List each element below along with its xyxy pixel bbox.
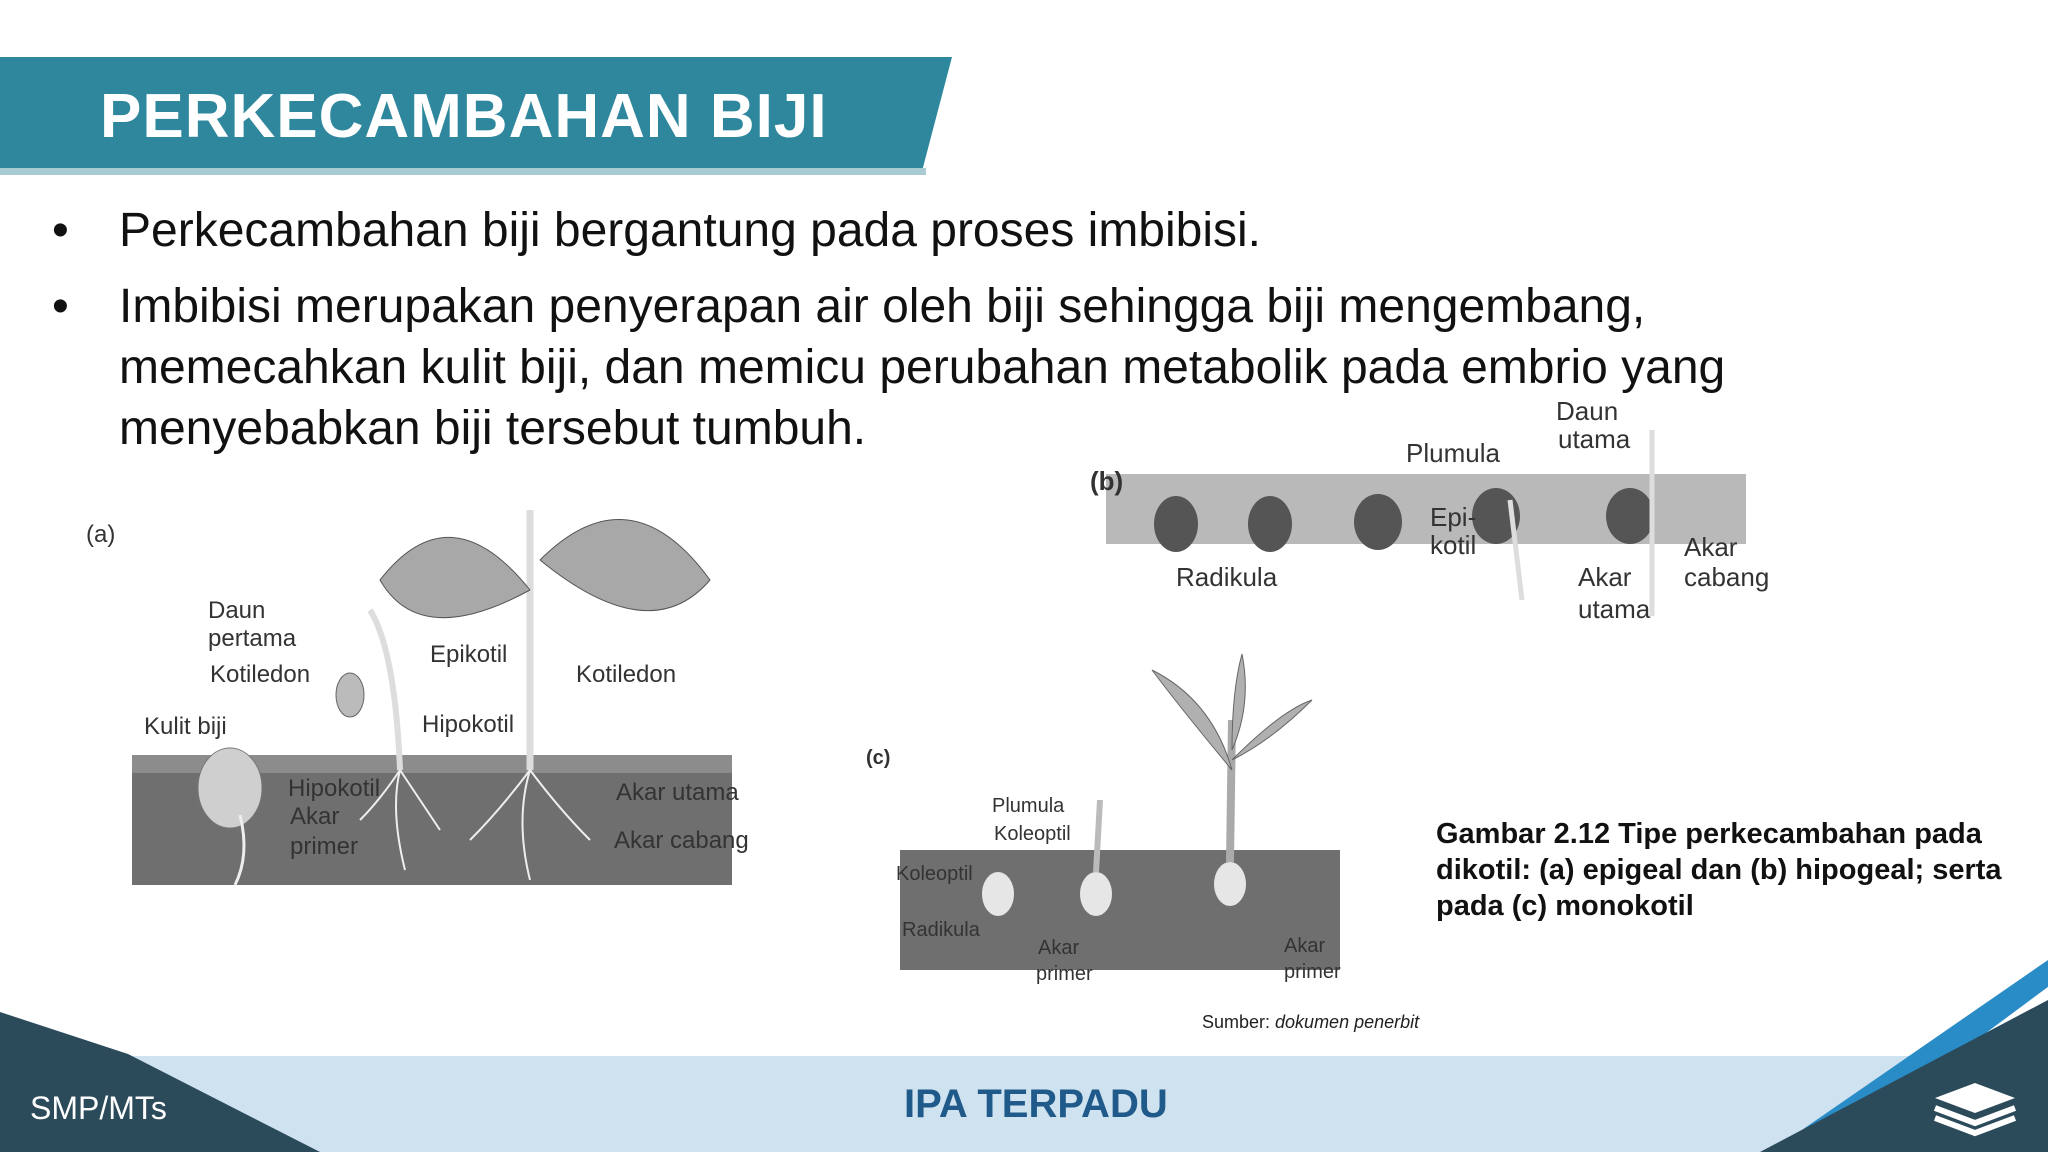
seed-coat-shape xyxy=(198,748,262,828)
label-epikotil: Epikotil xyxy=(430,641,508,668)
label-pertama: pertama xyxy=(208,625,297,652)
label-akar-c2: Akar xyxy=(1284,935,1326,957)
label-koleoptil-top: Koleoptil xyxy=(994,823,1071,845)
bullet-item xyxy=(52,200,1932,261)
label-cabang: cabang xyxy=(1684,562,1770,592)
label-akar-c1: Akar xyxy=(1038,937,1080,959)
seed-b5 xyxy=(1606,488,1654,544)
label-epi: Epi- xyxy=(1430,502,1477,532)
label-hipokotil-low: Hipokotil xyxy=(288,775,381,802)
seed-b3 xyxy=(1354,494,1402,550)
hypocotyl-stem xyxy=(370,610,400,770)
slide-title: PERKECAMBAHAN BIJI xyxy=(100,82,828,151)
label-koleoptil-left: Koleoptil xyxy=(896,863,973,885)
figure-monokotil xyxy=(860,650,1380,1010)
seed-b2 xyxy=(1248,496,1292,552)
seed-b1 xyxy=(1154,496,1198,552)
label-daun: Daun xyxy=(208,597,266,624)
bullet-text: Imbibisi merupakan penyerapan air oleh biji sehingga biji mengembang, memecahkan kulit biji, dan memicu perubahan metabolik pada embrio yang menyebabkan biji tersebut tumbuh. xyxy=(119,280,1726,455)
label-kotil: kotil xyxy=(1430,530,1477,560)
figure-hipogeal xyxy=(1030,390,1790,630)
bullet-symbol: • xyxy=(52,280,69,333)
leaf-left xyxy=(380,537,530,617)
source-name: dokumen penerbit xyxy=(1275,1012,1420,1032)
book-stack-icon xyxy=(1930,1078,2020,1143)
bullet-symbol: • xyxy=(52,204,69,257)
cotyledon-shape xyxy=(336,673,364,717)
label-utama-bottom: utama xyxy=(1578,594,1651,624)
label-kotiledon-left: Kotiledon xyxy=(210,661,311,688)
label-plumula-c: Plumula xyxy=(992,795,1065,817)
label-radikula-c: Radikula xyxy=(902,919,980,941)
label-plumula-b: Plumula xyxy=(1406,438,1500,468)
footer-level: SMP/MTs xyxy=(30,1090,167,1126)
label-primer-c1: primer xyxy=(1036,963,1093,985)
label-radikula-b: Radikula xyxy=(1176,562,1278,592)
figure-b-tag: (b) xyxy=(1090,466,1124,496)
coleoptile-c2 xyxy=(1096,800,1100,872)
bullet-text: Perkecambahan biji bergantung pada proses imbibisi. xyxy=(119,204,1262,257)
label-primer: primer xyxy=(290,833,359,860)
source-prefix: Sumber: xyxy=(1202,1012,1276,1032)
label-akar-b-right: Akar xyxy=(1684,532,1738,562)
title-banner-shadow xyxy=(0,168,926,175)
label-akar-cabang: Akar cabang xyxy=(614,827,749,854)
label-kotiledon-right: Kotiledon xyxy=(576,661,677,688)
label-akar: Akar xyxy=(290,803,340,830)
seed-c1 xyxy=(982,872,1014,916)
label-akar-b-left: Akar xyxy=(1578,562,1632,592)
label-hipokotil-top: Hipokotil xyxy=(422,711,515,738)
figure-source xyxy=(1202,1012,1419,1033)
seed-c2 xyxy=(1080,872,1112,916)
footer-subject: IPA TERPADU xyxy=(904,1082,1168,1126)
label-primer-c2: primer xyxy=(1284,961,1341,983)
figure-a-tag: (a) xyxy=(86,521,116,548)
label-kulit-biji: Kulit biji xyxy=(144,713,227,740)
figure-epigeal xyxy=(80,470,760,890)
label-utama-top: utama xyxy=(1558,424,1631,454)
figure-c-tag: (c) xyxy=(866,747,891,769)
label-akar-utama: Akar utama xyxy=(616,779,739,806)
leaf-right xyxy=(540,520,710,611)
seed-c3 xyxy=(1214,862,1246,906)
figure-caption: Gambar 2.12 Tipe perkecambahan pada dikotil: (a) epigeal dan (b) hipogeal; serta pada (c) monokotil xyxy=(1436,818,2002,922)
label-daun-b: Daun xyxy=(1556,396,1619,426)
